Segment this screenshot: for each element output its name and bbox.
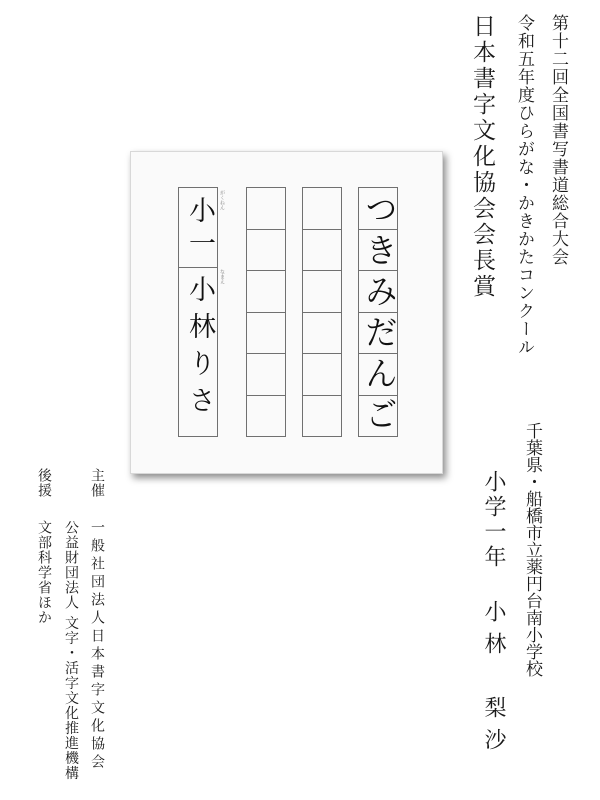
artwork-title-text: つきみだんご — [360, 192, 399, 438]
student-name: 小林 梨沙 — [481, 600, 506, 760]
ruby-grade-label: がくねん — [219, 190, 225, 210]
artwork-grade-text: 小一 — [184, 196, 215, 262]
award-title: 日本書字文化協会会長賞 — [469, 14, 495, 300]
artwork-student-text: 小林りさ — [184, 275, 215, 423]
artwork-blank-column — [302, 187, 342, 437]
contest-detail: 令和五年度ひらがな・かきかたコンクール — [514, 14, 534, 356]
host-organization-2: 公益財団法人 文字・活字文化推進機構 — [63, 520, 79, 781]
artwork-title-column — [358, 187, 398, 437]
host-label: 主催 — [89, 468, 105, 498]
artwork-name-column — [178, 187, 218, 437]
calligraphy-artwork — [130, 151, 443, 474]
school-name: 千葉県・船橋市立薬円台南小学校 — [522, 422, 542, 677]
support-organization: 文部科学省ほか — [36, 520, 52, 625]
host-organization-1: 一般社団法人日本書字文化協会 — [89, 520, 105, 772]
contest-name: 第十二回全国書写書道総合大会 — [548, 14, 568, 266]
support-label: 後援 — [36, 468, 52, 498]
artwork-blank-column — [246, 187, 286, 437]
student-grade: 小学一年 — [481, 470, 506, 570]
ruby-name-label: なまえ — [219, 269, 225, 284]
